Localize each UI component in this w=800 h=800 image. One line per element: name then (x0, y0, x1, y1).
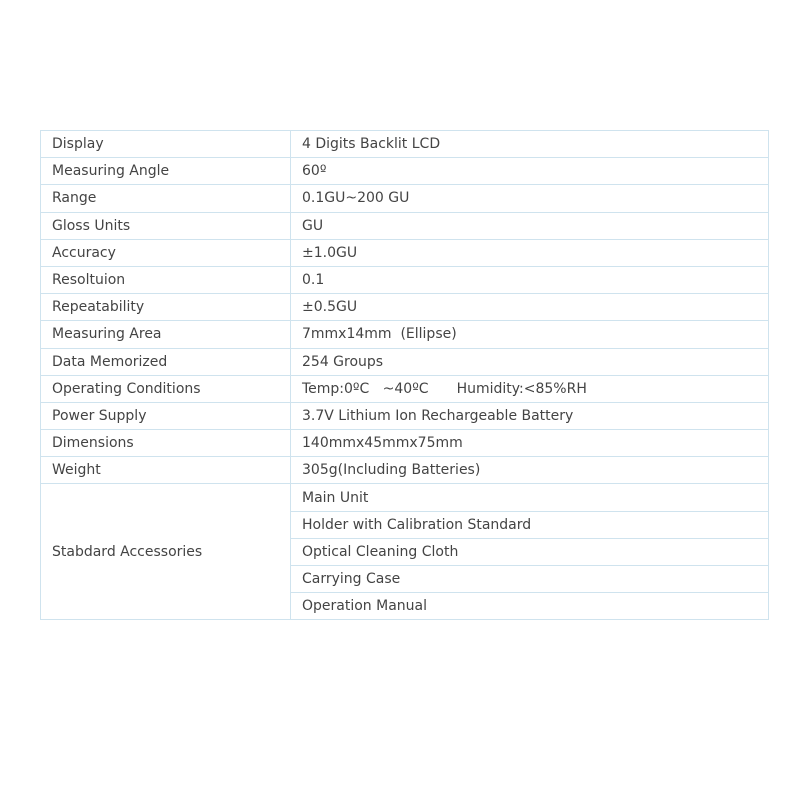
table-row (41, 457, 769, 484)
spec-label: Resoltuion (41, 266, 291, 293)
spec-label: Repeatability (41, 294, 291, 321)
table-row (41, 266, 769, 293)
spec-value: GU (291, 212, 769, 239)
table-row (41, 348, 769, 375)
spec-value: 305g(Including Batteries) (291, 457, 769, 484)
spec-label: Measuring Angle (41, 158, 291, 185)
spec-value: 3.7V Lithium Ion Rechargeable Battery (291, 402, 769, 429)
table-row (41, 294, 769, 321)
spec-label: Measuring Area (41, 321, 291, 348)
spec-value: 254 Groups (291, 348, 769, 375)
spec-label: Range (41, 185, 291, 212)
accessory-item: Main Unit (291, 484, 769, 511)
table-row (41, 375, 769, 402)
spec-value (291, 375, 769, 402)
spec-label: Gloss Units (41, 212, 291, 239)
spec-value: 0.1 (291, 266, 769, 293)
table-row (41, 212, 769, 239)
accessory-item: Operation Manual (291, 593, 769, 620)
accessory-item: Holder with Calibration Standard (291, 511, 769, 538)
accessory-item: Carrying Case (291, 566, 769, 593)
spec-value: 0.1GU~200 GU (291, 185, 769, 212)
spec-value: 4 Digits Backlit LCD (291, 131, 769, 158)
table-row (41, 158, 769, 185)
spec-label: Power Supply (41, 402, 291, 429)
spec-table (40, 130, 769, 620)
accessories-label: Stabdard Accessories (41, 484, 291, 620)
table-row (41, 430, 769, 457)
table-row (41, 402, 769, 429)
temperature-value: Temp:0ºC ~40ºC (302, 380, 429, 397)
table-row (41, 185, 769, 212)
table-row (41, 321, 769, 348)
table-row (41, 484, 769, 511)
accessory-item: Optical Cleaning Cloth (291, 538, 769, 565)
spec-label: Display (41, 131, 291, 158)
table-row (41, 131, 769, 158)
spec-value: ±0.5GU (291, 294, 769, 321)
spec-label: Weight (41, 457, 291, 484)
spec-label: Dimensions (41, 430, 291, 457)
spec-label: Accuracy (41, 239, 291, 266)
spec-value: 60º (291, 158, 769, 185)
spec-value: 140mmx45mmx75mm (291, 430, 769, 457)
spec-label: Data Memorized (41, 348, 291, 375)
spec-value: ±1.0GU (291, 239, 769, 266)
humidity-value: Humidity:<85%RH (456, 380, 587, 397)
spec-value: 7mmx14mm (Ellipse) (291, 321, 769, 348)
spec-label: Operating Conditions (41, 375, 291, 402)
table-row (41, 239, 769, 266)
